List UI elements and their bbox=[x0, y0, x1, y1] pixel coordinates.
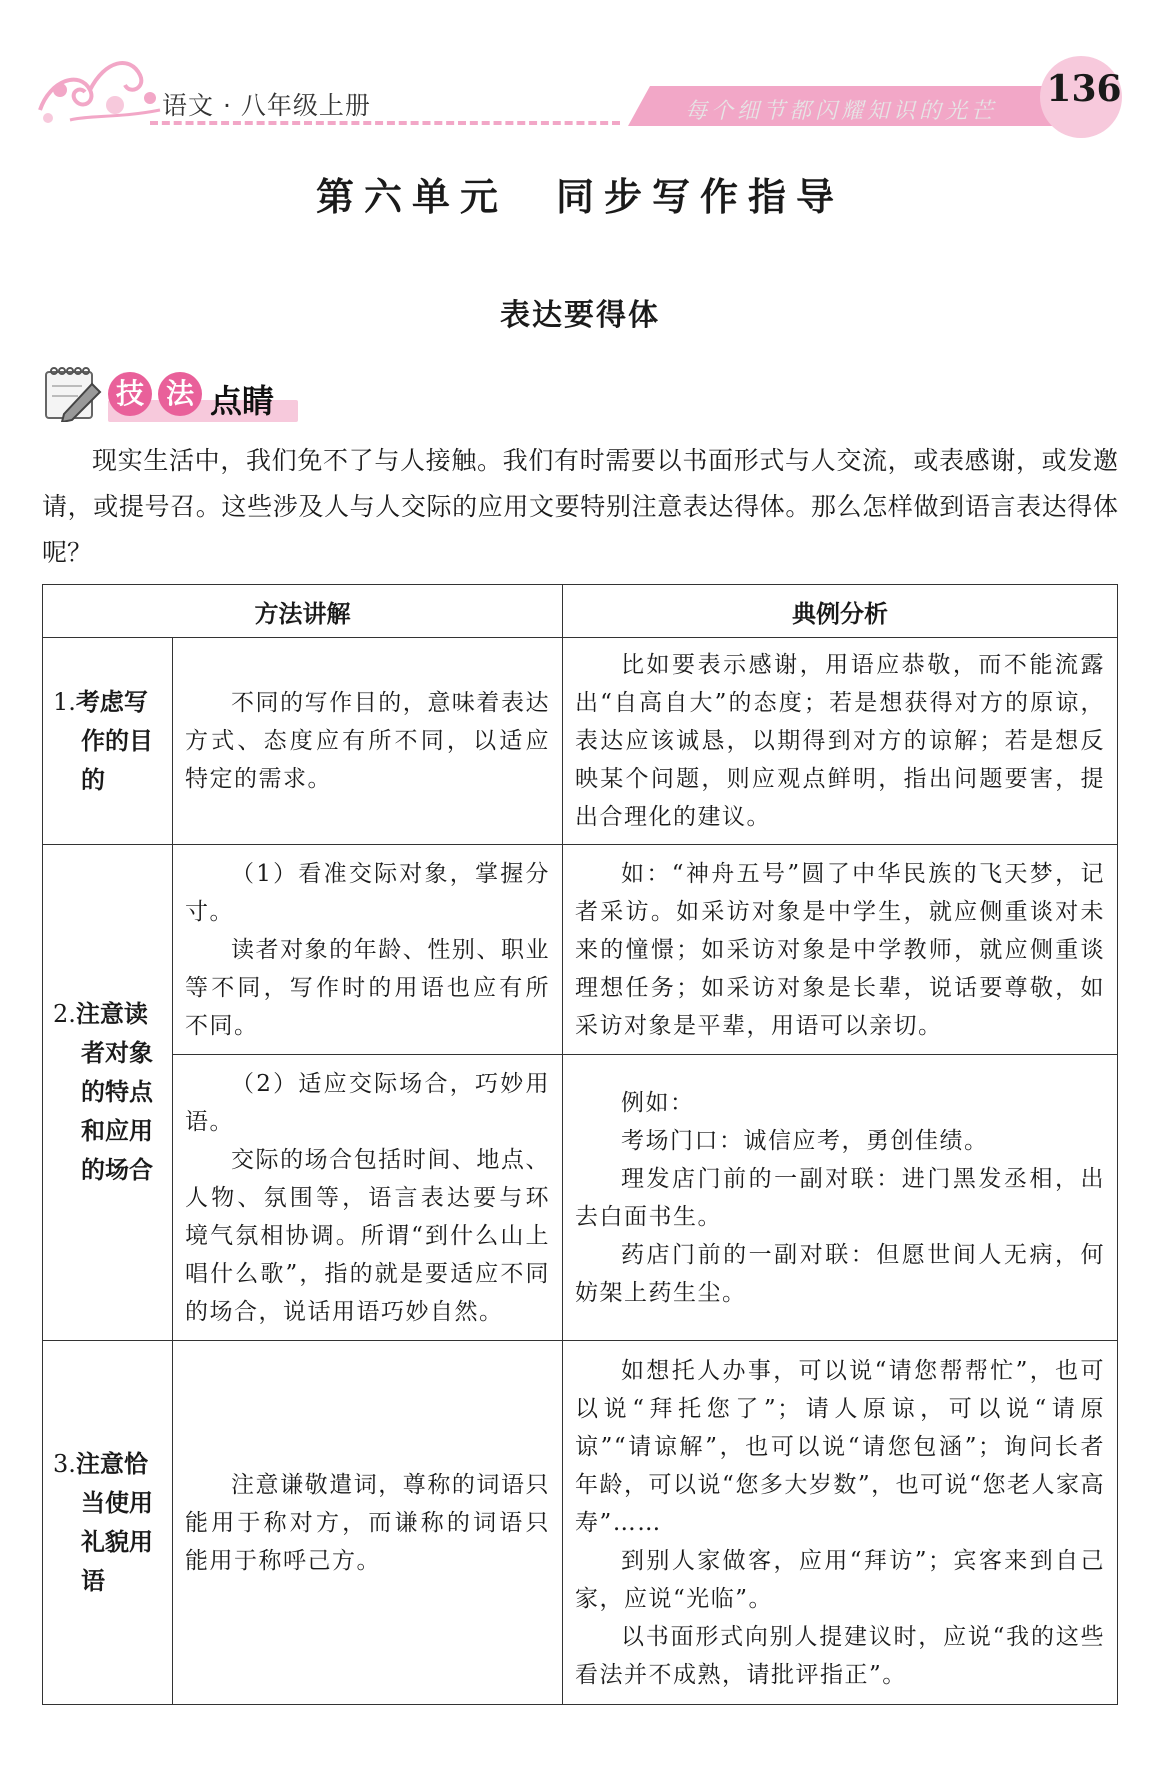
topic-line: 的 bbox=[81, 765, 105, 794]
header-example: 典例分析 bbox=[563, 585, 1118, 638]
topic-line: 礼貌用 bbox=[81, 1527, 153, 1556]
example-text: 到别人家做客，应用“拜访”；宾客来到自己家，应说“光临”。 bbox=[575, 1547, 1105, 1612]
method-text: 读者对象的年龄、性别、职业等不同，写作时的用语也应有所不同。 bbox=[185, 936, 550, 1039]
example-text: 如：“神舟五号”圆了中华民族的飞天梦，记者采访。如采访对象是中学生，就应侧重谈对未来的憧憬；如采访对象是中学教师，就应侧重谈理想任务；如采访对象是长辈，说话要尊敬，如采访对象是平辈，用语可以亲切。 bbox=[575, 860, 1105, 1039]
method-text: 注意谦敬遣词，尊称的词语只能用于称对方，而谦称的词语只能用于称呼己方。 bbox=[185, 1471, 550, 1574]
method-cell bbox=[173, 845, 563, 1055]
example-text: 药店门前的一副对联：但愿世间人无病，何妨架上药生尘。 bbox=[575, 1241, 1105, 1306]
topic-line: 注意恰 bbox=[75, 1449, 148, 1478]
table-header-row bbox=[43, 585, 1118, 638]
topic-line: 语 bbox=[81, 1566, 105, 1595]
table-row bbox=[43, 1055, 1118, 1341]
table-row bbox=[43, 638, 1118, 845]
example-cell bbox=[563, 1341, 1118, 1705]
method-subtitle: （1）看准交际对象，掌握分寸。 bbox=[185, 860, 550, 925]
topic-line: 的特点 bbox=[81, 1078, 153, 1106]
table-row bbox=[43, 845, 1118, 1055]
notepad-pencil-icon bbox=[42, 364, 104, 422]
header-divider bbox=[150, 121, 620, 125]
example-text: 理发店门前的一副对联：进门黑发丞相，出去白面书生。 bbox=[575, 1165, 1105, 1230]
method-subtitle: （2）适应交际场合，巧妙用语。 bbox=[185, 1070, 550, 1135]
header-slogan: 每个细节都闪耀知识的光芒 bbox=[685, 99, 998, 124]
example-text: 以书面形式向别人提建议时，应说“我的这些看法并不成熟，请批评指正”。 bbox=[575, 1623, 1105, 1688]
example-text: 比如要表示感谢，用语应恭敬，而不能流露出“自高自大”的态度；若是想获得对方的原谅，表达应该诚恳，以期得到对方的谅解；若是想反映某个问题，则应观点鲜明，指出问题要害，提出合理化的建议。 bbox=[575, 652, 1105, 830]
topic-cell-1 bbox=[43, 638, 173, 845]
example-text: 如想托人办事，可以说“请您帮帮忙”，也可以说“拜托您了”；请人原谅，可以说“请原谅”“请谅解”，也可以说“请您包涵”；询问长者年龄，可以说“您多大岁数”，也可说“您老人家高寿”…… bbox=[575, 1357, 1105, 1536]
topic-line: 当使用 bbox=[81, 1488, 153, 1517]
topic-number: 2. bbox=[53, 1000, 76, 1028]
page-number: 136 bbox=[1046, 68, 1122, 110]
unit-title: 第六单元 同步写作指导 bbox=[315, 174, 844, 219]
header-method: 方法讲解 bbox=[43, 585, 563, 638]
example-text: 考场门口：诚信应考，勇创佳绩。 bbox=[621, 1127, 989, 1154]
method-cell bbox=[173, 1341, 563, 1705]
section-badge-char-1: 技 bbox=[108, 372, 152, 416]
topic-cell-2 bbox=[43, 845, 173, 1341]
method-text: 不同的写作目的，意味着表达方式、态度应有所不同，以适应特定的需求。 bbox=[185, 690, 550, 792]
topic-line: 作的目 bbox=[81, 726, 153, 755]
topic-number: 3. bbox=[53, 1449, 76, 1478]
topic-line: 和应用 bbox=[81, 1117, 153, 1145]
example-cell bbox=[563, 845, 1118, 1055]
topic-cell-3 bbox=[43, 1341, 173, 1705]
floral-ornament-icon bbox=[30, 40, 170, 130]
section-heading: 表达要得体 bbox=[500, 298, 660, 333]
topic-line: 考虑写 bbox=[75, 687, 148, 716]
section-badge-text: 点睛 bbox=[210, 382, 275, 420]
table-row bbox=[43, 1341, 1118, 1705]
section-badge-char-2: 法 bbox=[158, 372, 202, 416]
method-table bbox=[42, 584, 1118, 1705]
topic-number: 1. bbox=[53, 687, 76, 716]
method-text: 交际的场合包括时间、地点、人物、氛围等，语言表达要与环境气氛相协调。所谓“到什么山上唱什么歌”，指的就是要适应不同的场合，说话用语巧妙自然。 bbox=[185, 1146, 550, 1325]
page-header bbox=[0, 0, 1160, 140]
topic-line: 的场合 bbox=[81, 1156, 153, 1184]
topic-line: 注意读 bbox=[75, 1000, 148, 1028]
method-cell bbox=[173, 638, 563, 845]
topic-line: 者对象 bbox=[81, 1039, 153, 1067]
method-cell bbox=[173, 1055, 563, 1341]
example-text: 例如： bbox=[621, 1089, 695, 1116]
example-cell bbox=[563, 1055, 1118, 1341]
book-title: 语文 · 八年级上册 bbox=[162, 91, 371, 120]
example-cell bbox=[563, 638, 1118, 845]
intro-paragraph: 现实生活中，我们免不了与人接触。我们有时需要以书面形式与人交流，或表感谢，或发邀请，或提号召。这些涉及人与人交际的应用文要特别注意表达得体。那么怎样做到语言表达得体呢？ bbox=[42, 446, 1118, 567]
